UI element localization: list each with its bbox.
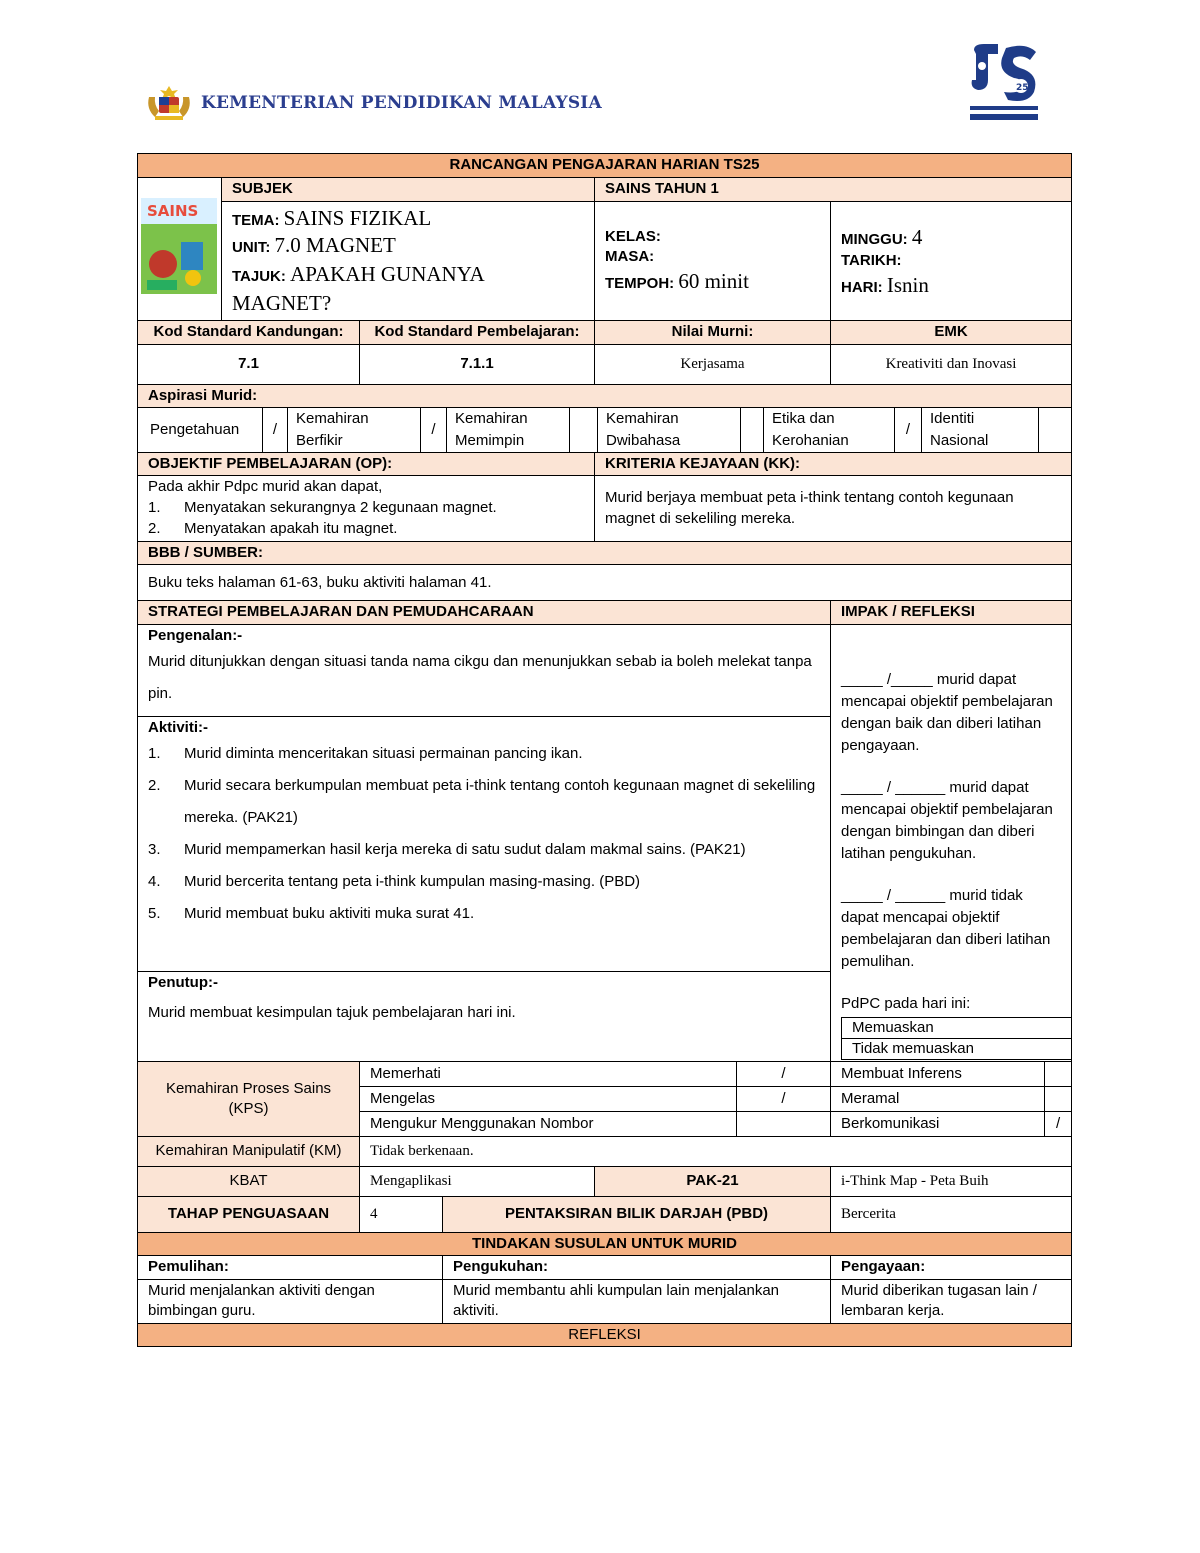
strategi-label: STRATEGI PEMBELAJARAN DAN PEMUDAHCARAAN [138,601,831,624]
objektif-item: 2. Menyatakan apakah itu magnet. [148,520,398,538]
pdpc-options [841,1017,1072,1061]
kelas-label: KELAS: [605,227,661,245]
kps-item: Memerhati [360,1062,737,1087]
pbd-label: PENTAKSIRAN BILIK DARJAH (PBD) [443,1197,831,1233]
objektif-item: 1. Menyatakan sekurangnya 2 kegunaan magnet. [148,499,497,517]
kps-item: Berkomunikasi [831,1112,1045,1136]
kps-item: Mengelas [360,1087,737,1112]
aspirasi-mark [570,408,598,452]
km-value: Tidak berkenaan. [360,1137,1072,1167]
ts25-logo [966,40,1042,126]
malaysia-crest-logo [143,83,195,123]
aktiviti-label: Aktiviti:- [148,718,208,736]
svg-text:25: 25 [1016,83,1029,93]
aspirasi-item: Etika dan Kerohanian [764,408,895,452]
bbm-text: Buku teks halaman 61-63, buku aktiviti halaman 41. [138,565,1072,601]
pengenalan-section [138,625,830,717]
aktiviti-item: 1. Murid diminta menceritakan situasi permainan pancing ikan. [148,744,583,762]
ksp-value: 7.1.1 [360,344,595,384]
ministry-header [143,82,602,124]
aktiviti-item: 3. Murid mempamerkan hasil kerja mereka di satu sudut dalam makmal sains. (PAK21) [148,840,746,858]
objektif-cell [138,476,595,542]
kps-mark [737,1112,831,1137]
tarikh-label: TARIKH: [841,252,902,270]
class-time-cell: KELAS: MASA: TEMPOH: 60 minit [595,202,831,321]
pengukuhan-text: Murid membantu ahli kumpulan lain menjalankan aktiviti. [443,1279,831,1323]
tempoh-value: 60 minit [678,269,749,294]
nilai-value: Kerjasama [595,344,831,384]
aspirasi-mark: / [263,408,288,452]
subject-value: SAINS TAHUN 1 [595,178,1072,202]
aspirasi-mark: / [895,408,922,452]
km-label: Kemahiran Manipulatif (KM) [138,1137,360,1167]
kps-mark: / [737,1062,831,1087]
pengayaan-label: Pengayaan: [831,1256,1072,1279]
kriteria-label: KRITERIA KEJAYAAN (KK): [595,452,1072,475]
impak-pengayaan: _____ /_____ murid dapat mencapai objektif pembelajaran dengan baik dan diberi latihan pengayaan. [841,670,1053,754]
ksp-label: Kod Standard Pembelajaran: [360,321,595,344]
penutup-label: Penutup:- [148,973,218,991]
aktiviti-section [138,717,830,972]
aspirasi-mark: / [421,408,447,452]
date-cell: MINGGU: 4 TARIKH: HARI: Isnin [831,202,1072,321]
kps-item: Meramal [831,1087,1045,1111]
aspirasi-mark [1039,408,1071,452]
kps-mark [1045,1087,1071,1111]
emk-label: EMK [831,321,1072,344]
pdpc-option: Tidak memuaskan [842,1038,1072,1059]
aspirasi-label: Aspirasi Murid: [138,384,1072,407]
aspirasi-item: Pengetahuan [138,408,263,452]
svg-text:SAINS: SAINS [147,202,199,221]
kps-mark: / [1055,1114,1061,1132]
sains-textbook-cover [141,198,218,300]
pengenalan-label: Pengenalan:- [148,626,243,644]
unit-value: 7.0 MAGNET [274,233,396,258]
topic-cell: TEMA: SAINS FIZIKAL UNIT: 7.0 MAGNET TAJUK: APAKAH GUNANYA MAGNET? [222,202,595,321]
tahap-value: 4 [360,1197,443,1233]
pak21-value: i-Think Map - Peta Buih [831,1167,1072,1197]
pak21-label: PAK-21 [595,1167,831,1197]
minggu-value: 4 [911,224,923,249]
hari-value: Isnin [886,273,929,298]
pemulihan-text: Murid menjalankan aktiviti dengan bimbingan guru. [138,1279,443,1323]
ministry-name: KEMENTERIAN PENDIDIKAN MALAYSIA [201,93,602,113]
aspirasi-item: Identiti Nasional [922,408,1039,452]
ksk-value: 7.1 [138,344,360,384]
objektif-label: OBJEKTIF PEMBELAJARAN (OP): [138,452,595,475]
kbat-label: KBAT [138,1167,360,1197]
aspirasi-mark [741,408,764,452]
impak-pengukuhan: _____ / ______ murid dapat mencapai objektif pembelajaran dengan bimbingan dan diberi latihan pengukuhan. [841,778,1053,862]
penutup-section [138,972,830,1034]
kbat-value: Mengaplikasi [360,1167,595,1197]
penutup-text: Murid membuat kesimpulan tajuk pembelajaran hari ini. [148,1003,516,1021]
book-cover-cell [138,178,222,321]
subject-label: SUBJEK [222,178,595,202]
tema-value: SAINS FIZIKAL [283,206,432,230]
objektif-intro: Pada akhir Pdpc murid akan dapat, [148,478,383,496]
impak-cell [831,624,1072,1062]
kriteria-text: Murid berjaya membuat peta i-think tentang contoh kegunaan magnet di sekeliling mereka. [595,476,1072,542]
pengukuhan-label: Pengukuhan: [443,1256,831,1279]
kps-item: Mengukur Menggunakan Nombor [360,1112,737,1137]
ksk-label: Kod Standard Kandungan: [138,321,360,344]
aktiviti-item: 5. Murid membuat buku aktiviti muka surat 41. [148,904,475,922]
pengayaan-text: Murid diberikan tugasan lain / lembaran kerja. [831,1279,1072,1323]
kps-item: Membuat Inferens [831,1062,1045,1086]
aspirasi-item: Kemahiran Berfikir [288,408,421,452]
pemulihan-label: Pemulihan: [138,1256,443,1279]
aspirasi-item: Kemahiran Memimpin [447,408,570,452]
emk-value: Kreativiti dan Inovasi [831,344,1072,384]
tindakan-label: TINDAKAN SUSULAN UNTUK MURID [138,1233,1072,1256]
pdpc-option: Memuaskan [842,1017,1072,1038]
strategi-cell [138,624,831,1062]
pbd-value: Bercerita [831,1197,1072,1233]
plan-title: RANCANGAN PENGAJARAN HARIAN TS25 [138,154,1072,178]
tahap-label: TAHAP PENGUASAAN [138,1197,360,1233]
aspirasi-item: Kemahiran Dwibahasa [598,408,741,452]
aspirasi-row [138,407,1072,452]
pdpc-label: PdPC pada hari ini: [841,994,971,1012]
masa-label: MASA: [605,248,655,265]
lesson-plan-table [137,153,1072,1347]
impak-pemulihan: _____ / ______ murid tidak dapat mencapai objektif pembelajaran dan diberi latihan pemulihan. [841,886,1051,970]
kps-mark [1045,1062,1071,1086]
kps-mark: / [737,1087,831,1112]
kps-label: Kemahiran Proses Sains (KPS) [138,1062,360,1137]
impak-label: IMPAK / REFLEKSI [831,601,1072,624]
refleksi-label: REFLEKSI [138,1323,1072,1346]
pengenalan-text: Murid ditunjukkan dengan situasi tanda nama cikgu dan menunjukkan sebab ia boleh melekat tanpa pin. [148,652,812,702]
aktiviti-item: 2. Murid secara berkumpulan membuat peta i-think tentang contoh kegunaan magnet di sekeliling mereka. (PAK21) [148,776,816,826]
tajuk-value: APAKAH GUNANYA MAGNET? [232,262,484,316]
nilai-label: Nilai Murni: [595,321,831,344]
aktiviti-item: 4. Murid bercerita tentang peta i-think kumpulan masing-masing. (PBD) [148,872,641,890]
bbm-label: BBB / SUMBER: [138,542,1072,565]
